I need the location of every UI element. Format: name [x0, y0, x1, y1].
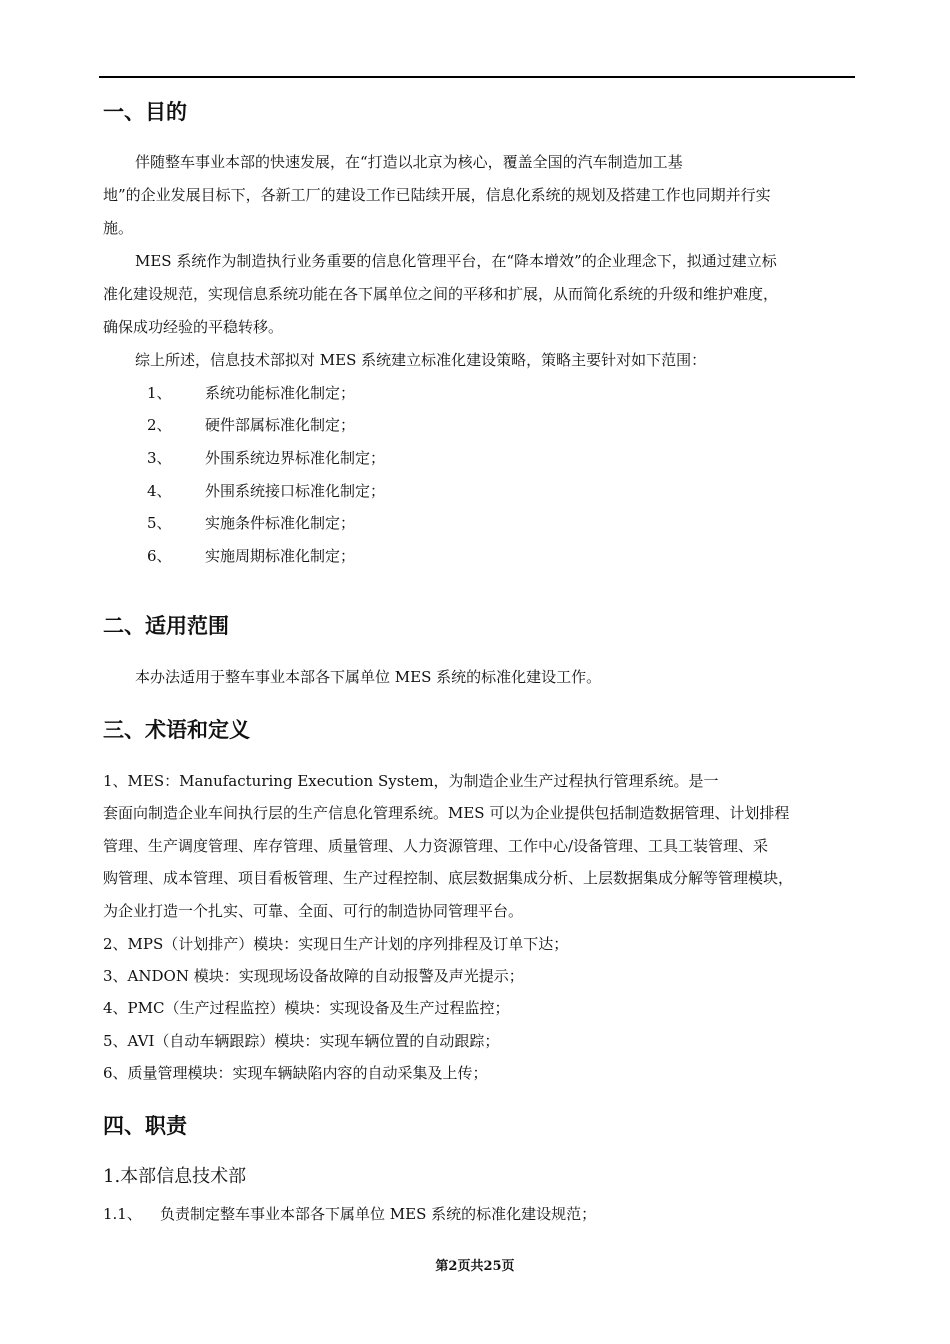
list-item-number: 1、 — [147, 384, 172, 402]
section1-heading: 一、目的 — [103, 100, 187, 124]
list-item-text: 外围系统边界标准化制定； — [205, 449, 386, 467]
list-item-number: 2、 — [147, 416, 172, 434]
definition-1-line2: 套面向制造企业车间执行层的生产信息化管理系统。MES 可以为企业提供包括制造数据管理、计划排程 — [103, 804, 790, 822]
list-item-text: 外围系统接口标准化制定； — [205, 482, 386, 500]
definition-1-line3: 管理、生产调度管理、库存管理、质量管理、人力资源管理、工作中心/设备管理、工具工装管理、采 — [103, 837, 769, 855]
definition-6: 6、质量管理模块：实现车辆缺陷内容的自动采集及上传； — [103, 1064, 488, 1082]
page-number-footer: 第2页共25页 — [435, 1259, 515, 1274]
definition-5: 5、AVI（自动车辆跟踪）模块：实现车辆位置的自动跟踪； — [103, 1032, 500, 1050]
section1-para3: 综上所述，信息技术部拟对 MES 系统建立标准化建设策略，策略主要针对如下范围： — [135, 351, 707, 369]
definition-1-line1: 1、MES：Manufacturing Execution System，为制造企业生产过程执行管理系统。是一 — [103, 772, 719, 790]
definition-1-line5: 为企业打造一个扎实、可靠、全面、可行的制造协同管理平台。 — [103, 902, 524, 920]
section1-para1-line3: 施。 — [103, 219, 134, 237]
definition-2: 2、MPS（计划排产）模块：实现日生产计划的序列排程及订单下达； — [103, 935, 569, 953]
list-item-number: 6、 — [147, 547, 172, 565]
section1-para2-line2: 准化建设规范，实现信息系统功能在各下属单位之间的平移和扩展，从而简化系统的升级和维护难度， — [103, 285, 779, 303]
section4-subheading: 1.本部信息技术部 — [103, 1166, 247, 1187]
list-item-number: 5、 — [147, 514, 172, 532]
section2-para: 本办法适用于整车事业本部各下属单位 MES 系统的标准化建设工作。 — [135, 668, 602, 686]
list-item-text: 硬件部属标准化制定； — [205, 416, 356, 434]
list-item-number: 4、 — [147, 482, 172, 500]
definition-3: 3、ANDON 模块：实现现场设备故障的自动报警及声光提示； — [103, 967, 524, 985]
definition-4: 4、PMC（生产过程监控）模块：实现设备及生产过程监控； — [103, 999, 510, 1017]
header-rule — [99, 76, 855, 78]
list-item-text: 实施周期标准化制定； — [205, 547, 356, 565]
list-item-number: 3、 — [147, 449, 172, 467]
responsibility-number: 1.1、 — [103, 1205, 142, 1223]
section2-heading: 二、适用范围 — [103, 614, 229, 638]
section1-para2-line3: 确保成功经验的平稳转移。 — [103, 318, 284, 336]
section1-para2-line1: MES 系统作为制造执行业务重要的信息化管理平台，在“降本增效”的企业理念下，拟通过建立标 — [135, 252, 777, 270]
section4-heading: 四、职责 — [103, 1114, 187, 1138]
section3-heading: 三、术语和定义 — [103, 718, 250, 742]
responsibility-text: 负责制定整车事业本部各下属单位 MES 系统的标准化建设规范； — [160, 1205, 597, 1223]
list-item-text: 实施条件标准化制定； — [205, 514, 356, 532]
list-item-text: 系统功能标准化制定； — [205, 384, 356, 402]
section1-para1-line1: 伴随整车事业本部的快速发展，在“打造以北京为核心，覆盖全国的汽车制造加工基 — [135, 153, 683, 171]
definition-1-line4: 购管理、成本管理、项目看板管理、生产过程控制、底层数据集成分析、上层数据集成分解等管理模块， — [103, 869, 794, 887]
section1-para1-line2: 地”的企业发展目标下，各新工厂的建设工作已陆续开展，信息化系统的规划及搭建工作也同期并行实 — [103, 186, 771, 204]
